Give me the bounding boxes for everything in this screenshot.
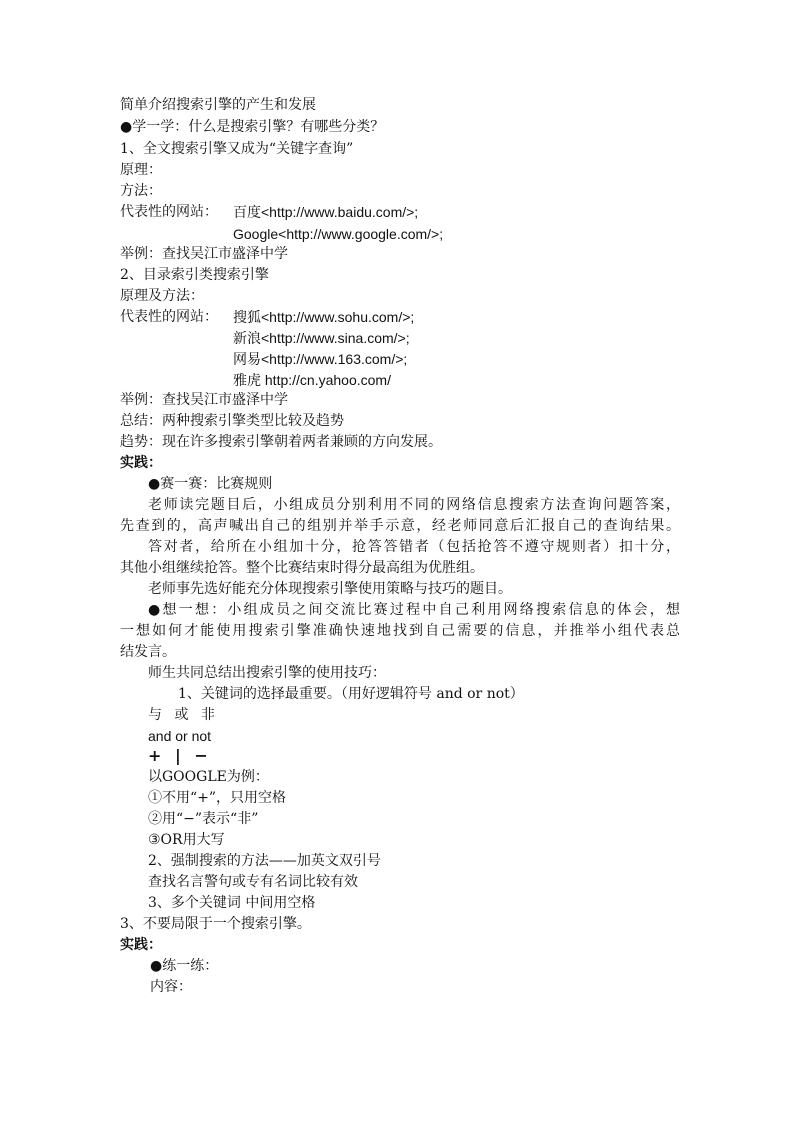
google-rule3: ③OR用大写 (148, 832, 225, 848)
exercise-heading: ●练一练： (150, 958, 219, 974)
s2-site-yahoo: 雅虎 http://cn.yahoo.com/ (233, 372, 391, 388)
s1-example: 举例：查找吴江市盛泽中学 (120, 246, 288, 262)
s1-sites-label: 代表性的网站： (120, 204, 218, 220)
tip2-desc: 查找名言警句或专有名词比较有效 (148, 874, 358, 890)
s1-site-baidu: 百度<http://www.baidu.com/>; (233, 204, 419, 220)
s1-site-google: Google<http://www.google.com/>; (233, 226, 444, 242)
tips-intro: 师生共同总结出搜索引擎的使用技巧： (148, 665, 386, 681)
think-line3: 结发言。 (120, 644, 176, 660)
s2-example: 举例：查找吴江市盛泽中学 (120, 392, 288, 408)
s2-sites-label: 代表性的网站： (120, 309, 218, 325)
s2-trend: 趋势：现在许多搜索引擎朝着两者兼顾的方向发展。 (120, 434, 442, 450)
s2-site-163: 网易<http://www.163.com/>; (233, 351, 408, 367)
section1-heading: 1、全文搜索引擎又成为“关键字查询” (120, 141, 354, 157)
exercise-content: 内容： (150, 979, 192, 995)
tip3: 3、多个关键词 中间用空格 (148, 895, 316, 911)
tip1-en-operators: and or not (148, 728, 212, 744)
section3-heading: 3、不要局限于一个搜索引擎。 (120, 916, 311, 932)
practice2-heading: 实践： (120, 937, 162, 953)
s2-principle-method: 原理及方法： (120, 288, 204, 304)
section2-heading: 2、目录索引类搜索引擎 (120, 267, 269, 283)
s2-site-sina: 新浪<http://www.sina.com/>; (233, 330, 410, 346)
learn-heading: ●学一学：什么是搜索引擎？有哪些分类？ (120, 119, 385, 135)
s2-summary: 总结：两种搜索引擎类型比较及趋势 (120, 413, 344, 429)
tip1: 1、关键词的选择最重要。（用好逻辑符号 and or not） (178, 686, 524, 702)
s1-principle: 原理： (120, 162, 162, 178)
compete-rules: ●赛一赛：比赛规则 (148, 476, 273, 492)
doc-title: 简单介绍搜索引擎的产生和发展 (120, 97, 316, 113)
tip1-symbol-operators: + | − (148, 746, 208, 765)
google-example: 以GOOGLE为例： (148, 769, 269, 785)
think-line2: 一想如何才能使用搜索引擎准确快速地找到自己需要的信息，并推举小组代表总 (120, 623, 680, 639)
rules-para2-line2: 其他小组继续抢答。整个比赛结束时得分最高组为优胜组。 (120, 560, 484, 576)
tip2: 2、强制搜索的方法——加英文双引号 (148, 853, 381, 869)
rules-para1-line1: 老师读完题目后，小组成员分别利用不同的网络信息搜索方法查询问题答案， (148, 497, 680, 513)
rules-para1-line2: 先查到的，高声喊出自己的组别并举手示意，经老师同意后汇报自己的查询结果。 (120, 518, 680, 534)
google-rule1: ①不用“+”，只用空格 (148, 790, 287, 806)
practice-heading: 实践： (120, 455, 162, 471)
rules-para3: 老师事先选好能充分体现搜索引擎使用策略与技巧的题目。 (148, 581, 512, 597)
google-rule2: ②用“−”表示“非” (148, 811, 259, 827)
s1-method: 方法： (120, 183, 162, 199)
rules-para2-line1: 答对者，给所在小组加十分，抢答答错者（包括抢答不遵守规则者）扣十分， (148, 539, 680, 555)
tip1-cn-operators: 与 或 非 (148, 707, 215, 723)
think-line1: ●想一想：小组成员之间交流比赛过程中自己利用网络搜索信息的体会，想 (148, 602, 680, 618)
s2-site-sohu: 搜狐<http://www.sohu.com/>; (233, 309, 415, 325)
